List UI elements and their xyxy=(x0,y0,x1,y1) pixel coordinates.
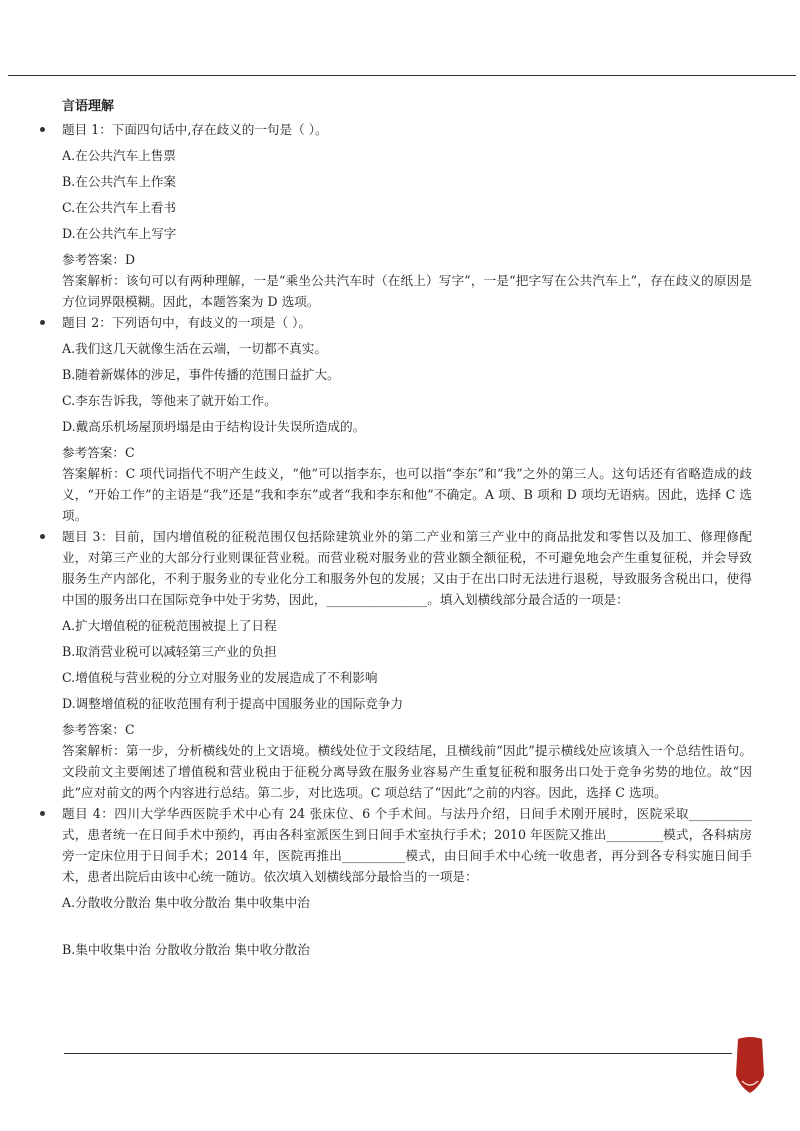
option-b: B.在公共汽车上作案 xyxy=(62,174,177,189)
option-a: A.在公共汽车上售票 xyxy=(62,148,176,163)
question-stem: 题目 2：下列语句中，有歧义的一项是（ ）。 xyxy=(62,315,312,330)
answer-explanation: 答案解析：该句可以有两种理解，一是“乘坐公共汽车时（在纸上）写字”，一是“把字写在公共汽车上”，存在歧义的原因是方位词界限模糊。因此，本题答案为 D 选项。 xyxy=(62,273,752,309)
option-b: B.集中收集中治 分散收分散治 集中收分散治 xyxy=(62,942,310,957)
reference-answer: 参考答案：C xyxy=(62,445,135,460)
section-title: 言语理解 xyxy=(62,99,115,114)
bullet-icon xyxy=(40,320,45,325)
option-c: C.李东告诉我，等他来了就开始工作。 xyxy=(62,393,277,408)
footer-rule xyxy=(64,1053,732,1054)
option-b: B.取消营业税可以减轻第三产业的负担 xyxy=(62,644,277,659)
question-stem: 题目 4：四川大学华西医院手术中心有 24 张床位、6 个手术间。与法丹介绍，日间手术刚开展时，医院采取__________式，患者统一在日间手术中预约，再由各科室派医生到日间手术室执行手术；2010 年医院又推出_________模式，各科病房旁一定床位用于日间手术；2014 年，医院再推出__________模式，由日间手术中心统一收患者，再分到各专科实施日间手术，患者出院后由该中心统一随访。依次填入划横线部分最恰当的一项是： xyxy=(62,806,752,884)
reference-answer: 参考答案：D xyxy=(62,252,136,267)
reference-answer: 参考答案：C xyxy=(62,722,135,737)
bullet-icon xyxy=(40,811,45,816)
question-stem: 题目 1：下面四句话中,存在歧义的一句是（ ）。 xyxy=(62,122,328,137)
question-stem: 题目 3：目前，国内增值税的征税范围仅包括除建筑业外的第二产业和第三产业中的商品批发和零售以及加工、修理修配业，对第三产业的大部分行业则课征营业税。而营业税对服务业的营业额全额征税，不可避免地会产生重复征税，并会导致服务生产内部化，不利于服务业的专业化分工和服务外包的发展；又由于在出口时无法进行退税，导致服务含税出口，使得中国的服务出口在国际竞争中处于劣势，因此，________________。填入划横线部分最合适的一项是： xyxy=(62,529,752,607)
seal-stamp-icon xyxy=(730,1035,770,1095)
option-c: C.增值税与营业税的分立对服务业的发展造成了不利影响 xyxy=(62,670,378,685)
option-d: D.调整增值税的征收范围有利于提高中国服务业的国际竞争力 xyxy=(62,696,404,711)
option-c: C.在公共汽车上看书 xyxy=(62,200,176,215)
option-b: B.随着新媒体的涉足，事件传播的范围日益扩大。 xyxy=(62,367,340,382)
question-3 xyxy=(62,526,752,803)
option-a: A.分散收分散治 集中收分散治 集中收集中治 xyxy=(62,895,310,910)
spacer xyxy=(62,918,752,934)
bullet-icon xyxy=(40,127,45,132)
header-rule xyxy=(8,75,796,76)
option-a: A.我们这几天就像生活在云端，一切都不真实。 xyxy=(62,341,327,356)
answer-explanation: 答案解析：第一步，分析横线处的上文语境。横线处位于文段结尾，且横线前“因此”提示横线处应该填入一个总结性语句。文段前文主要阐述了增值税和营业税由于征税分离导致在服务业容易产生重复征税和服务出口处于竞争劣势的地位。故“因此”应对前文的两个内容进行总结。第二步，对比选项。C 项总结了“因此”之前的内容。因此，选择 C 选项。 xyxy=(62,743,752,800)
question-1 xyxy=(62,119,752,312)
option-d: D.在公共汽车上写字 xyxy=(62,226,177,241)
question-2 xyxy=(62,312,752,526)
question-4 xyxy=(62,803,752,960)
bullet-icon xyxy=(40,534,45,539)
answer-explanation: 答案解析：C 项代词指代不明产生歧义，“他”可以指李东，也可以指“李东”和“我”之外的第三人。这句话还有省略造成的歧义，“开始工作”的主语是“我”还是“我和李东”或者“我和李东和他”不确定。A 项、B 项和 D 项均无语病。因此，选择 C 选项。 xyxy=(62,466,752,523)
document-body xyxy=(62,96,752,965)
option-a: A.扩大增值税的征税范围被提上了日程 xyxy=(62,618,277,633)
option-d: D.戴高乐机场屋顶坍塌是由于结构设计失误所造成的。 xyxy=(62,419,366,434)
